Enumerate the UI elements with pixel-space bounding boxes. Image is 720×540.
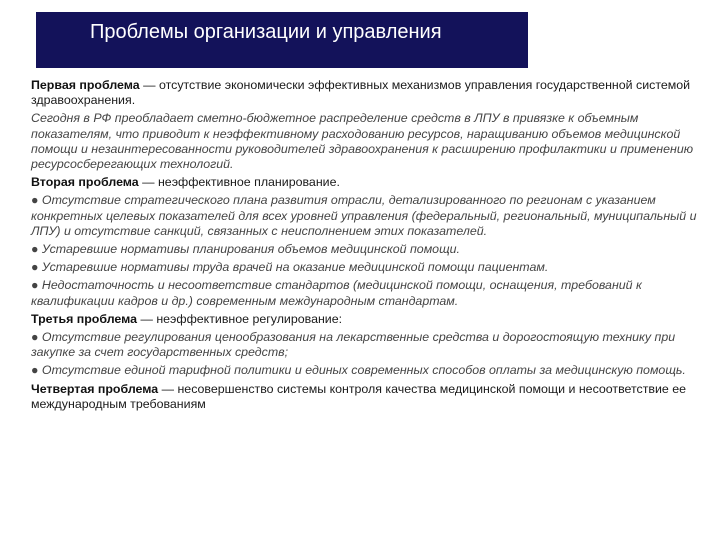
bullet-item: ● Недостаточность и несоответствие стандартов (медицинской помощи, оснащения, требований к квалификации кадров и др.) современным международным стандартам. (31, 278, 642, 308)
bullet-item: ● Устаревшие нормативы планирования объемов медицинской помощи. (31, 242, 460, 257)
problem-lead: Первая проблема (31, 78, 140, 92)
bullet-item: ● Отсутствие регулирования ценообразования на лекарственные средства и дорогостоящую технику при закупке за счет государственных средств; (31, 330, 676, 360)
bullet-item: ● Устаревшие нормативы труда врачей на оказание медицинской помощи пациентам. (31, 260, 549, 275)
problem-1-heading (31, 78, 699, 108)
problem-text: — неэффективное планирование. (138, 175, 340, 190)
problem-lead: Третья проблема (31, 311, 138, 326)
paragraph-item: Сегодня в РФ преобладает сметно-бюджетное распределение средств в ЛПУ в привязке к объемным показателям, что приводит к неэффективному расходованию ресурсов, наращиванию объемов медицинской помощи и незаинтересованности руководителей здравоохранения к расширению профилактики и применению ресурсосберегающих технологий. (31, 111, 694, 172)
problem-text: — несовершенство системы контроля качества медицинской помощи и несоответствие ее международным требованиям (31, 381, 687, 411)
bullet-item: ● Отсутствие единой тарифной политики и единых современных способов оплаты за медицинскую помощь. (31, 363, 686, 378)
problem-lead: Вторая проблема (31, 175, 139, 190)
problem-text: — отсутствие экономически эффективных механизмов управления государственной системой здравоохранения. (31, 78, 691, 108)
slide-content (31, 78, 699, 412)
title-bar (36, 12, 528, 68)
slide-title: Проблемы организации и управления (90, 21, 442, 43)
problem-4-heading (31, 382, 699, 412)
problem-text: — неэффективное регулирование: (137, 311, 343, 326)
bullet-item: ● Отсутствие стратегического плана развития отрасли, детализированного по регионам с указанием конкретных целевых показателей для всех уровней управления (федеральный, региональный, муниципальный и ЛПУ) и отсутствие санкций, связанных с неисполнением этих показателей. (31, 193, 697, 238)
problem-2-heading (31, 175, 699, 190)
problem-3-heading (31, 312, 699, 327)
problem-lead: Четвертая проблема (31, 381, 159, 396)
